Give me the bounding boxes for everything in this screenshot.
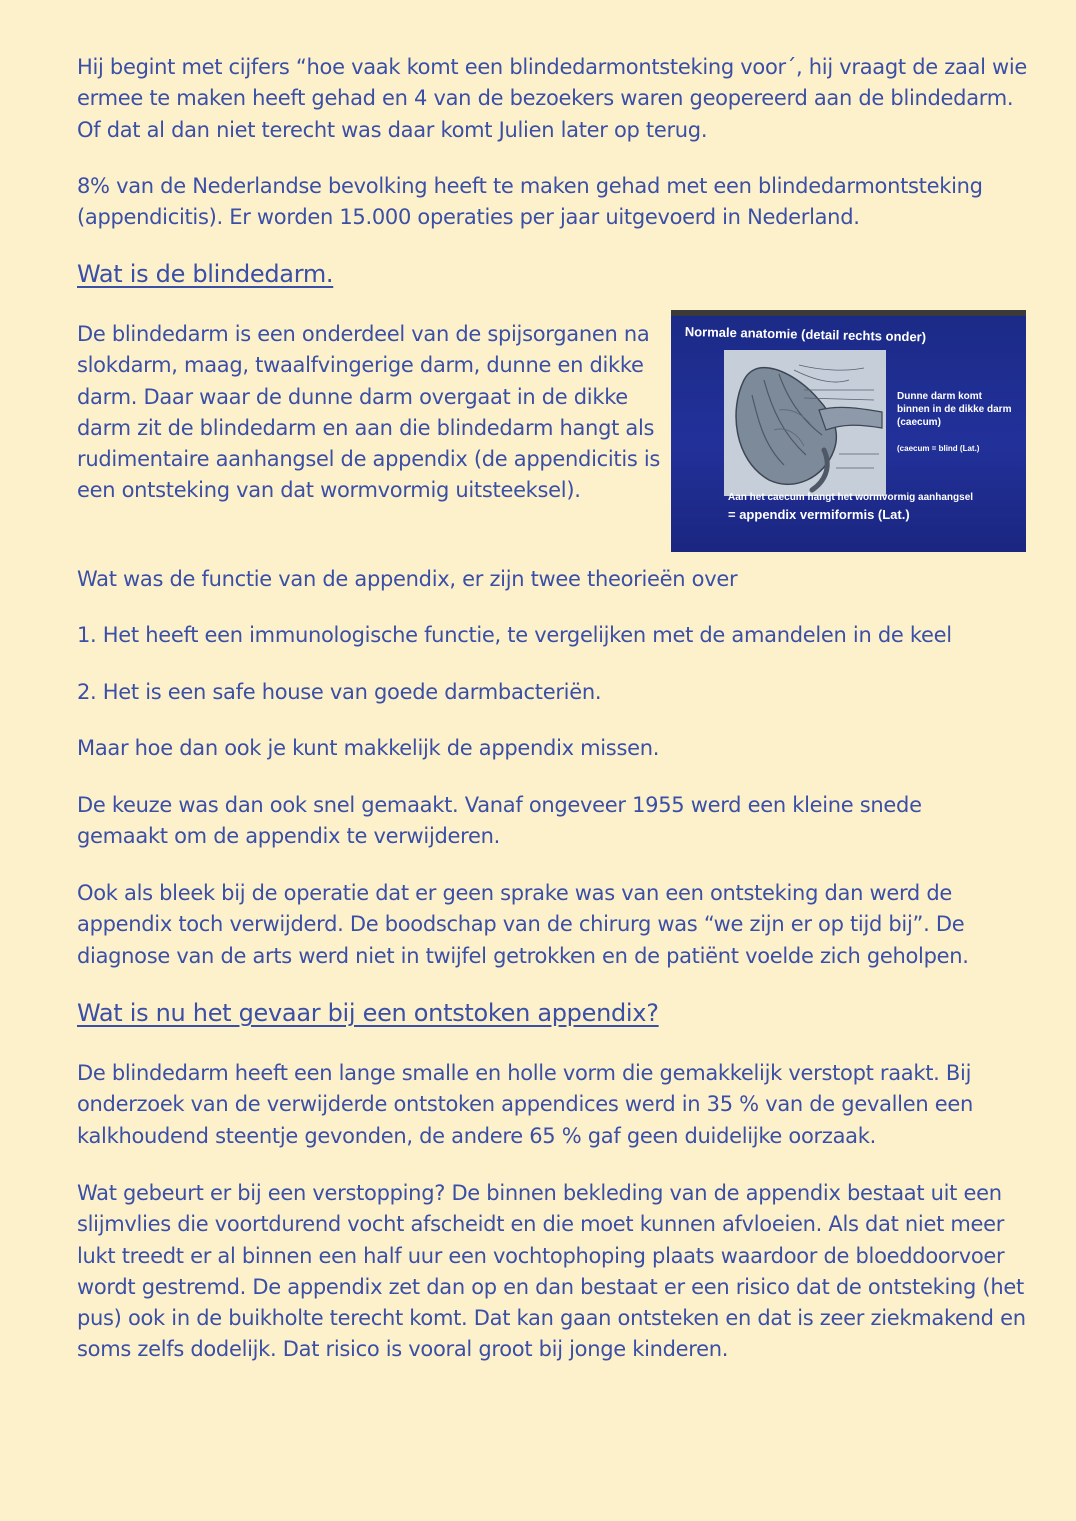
blockage-paragraph: Wat gebeurt er bij een verstopping? De binnen bekleding van de appendix bestaat uit een slijmvlies die voortdurend vocht afscheidt en die moet kunnen afvloeien. Als dat niet meer lukt treedt er al binnen een half uur een vochtophoping plaats waardoor de bloeddoorvoer wordt gestremd. De appendix zet dan op en dan bestaat er een risico dat de ontsteking (het pus) ook in de buikholte terecht komt. Dat kan gaan ontsteken en dat is zeer ziekmakend en soms zelfs dodelijk. Dat risico is vooral groot bij jonge kinderen.	[77, 1181, 1026, 1362]
anatomy-slide-photo	[671, 310, 1026, 552]
surgery-paragraph: Ook als bleek bij de operatie dat er geen sprake was van een ontsteking dan werd de appendix toch verwijderd. De boodschap van de chirurg was “we zijn er op tijd bij”. De diagnose van de arts werd niet in twijfel getrokken en de patiënt voelde zich geholpen.	[77, 881, 969, 968]
missable-paragraph: Maar hoe dan ook je kunt makkelijk de appendix missen.	[77, 736, 660, 760]
intro-paragraph: Hij begint met cijfers “hoe vaak komt een blindedarmontsteking voor´, hij vraagt de zaal wie ermee te maken heeft gehad en 4 van de bezoekers waren geopereerd aan de blindedarm. Of dat al dan niet terecht was daar komt Julien later op terug.	[77, 55, 1028, 142]
function-intro-paragraph: Wat was de functie van de appendix, er zijn twee theorieën over	[77, 567, 738, 591]
choice-paragraph: De keuze was dan ook snel gemaakt. Vanaf ongeveer 1955 werd een kleine snede gemaakt om de appendix te verwijderen.	[77, 793, 922, 849]
heading-danger: Wat is nu het gevaar bij een ontstoken appendix?	[77, 999, 659, 1027]
anatomy-paragraph: De blindedarm is een onderdeel van de spijsorganen na slokdarm, maag, twaalfvingerige darm, dunne en dikke darm. Daar waar de dunne darm overgaat in de dikke darm zit de blindedarm en aan die blindedarm hangt als rudimentaire aanhangsel de appendix (de appendicitis is een ontsteking van dat wormvormig uitsteeksel).	[77, 322, 661, 503]
intestine-illustration	[724, 350, 886, 496]
statistics-paragraph: 8% van de Nederlandse bevolking heeft te maken gehad met een blindedarmontsteking (appendicitis). Er worden 15.000 operaties per jaar uitgevoerd in Nederland.	[77, 174, 983, 230]
slide-frame-edge	[671, 310, 1026, 316]
theory-1-paragraph: 1. Het heeft een immunologische functie, te vergelijken met de amandelen in de keel	[77, 623, 952, 647]
slide-side-label: Dunne darm komt binnen in de dikke darm (caecum)	[897, 391, 1012, 428]
slide-caption-line2: = appendix vermiformis (Lat.)	[728, 507, 910, 522]
shape-paragraph: De blindedarm heeft een lange smalle en holle vorm die gemakkelijk verstopt raakt. Bij onderzoek van de verwijderde ontstoken appendices werd in 35 % van de gevallen een kalkhoudend steentje gevonden, de andere 65 % gaf geen duidelijke oorzaak.	[77, 1061, 973, 1148]
heading-what-is-appendix: Wat is de blindedarm.	[77, 260, 334, 288]
theory-2-paragraph: 2. Het is een safe house van goede darmbacteriën.	[77, 680, 602, 704]
slide-title: Normale anatomie (detail rechts onder)	[684, 324, 927, 345]
slide-caption-line1: Aan het caecum hangt het wormvormig aanhangsel	[728, 492, 974, 503]
slide-side-note: (caecum = blind (Lat.)	[897, 444, 980, 453]
